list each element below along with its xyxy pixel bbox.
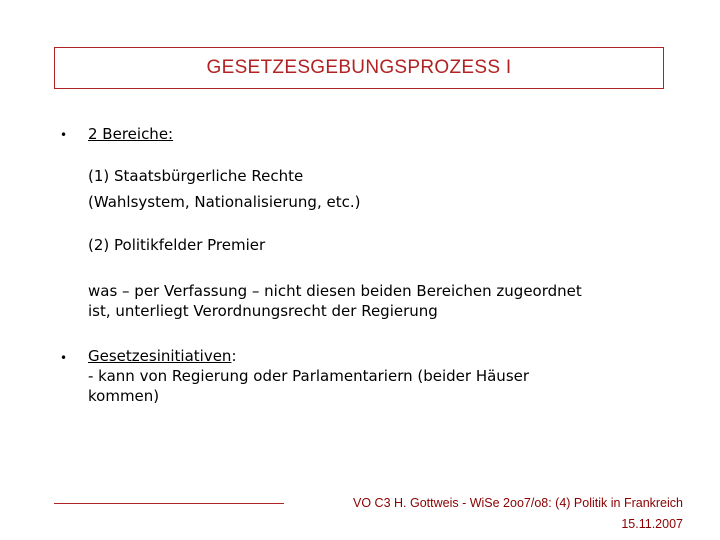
footer-course: VO C3 H. Gottweis - WiSe 2oo7/o8: (4) Politik in Frankreich	[353, 496, 683, 510]
footer-date: 15.11.2007	[621, 517, 683, 531]
item1-line3: (2) Politikfelder Premier	[88, 236, 266, 254]
item2-heading: Gesetzesinitiativen	[88, 347, 232, 365]
item2-colon: :	[231, 347, 237, 365]
footer-divider	[54, 503, 284, 504]
item1-line2: (Wahlsystem, Nationalisierung, etc.)	[88, 193, 361, 211]
item1-heading: 2 Bereiche:	[88, 125, 174, 143]
item2-heading-row	[88, 346, 237, 366]
title-box	[54, 47, 664, 89]
item1-para-line1: was – per Verfassung – nicht diesen beiden Bereichen zugeordnet	[88, 282, 582, 300]
bullet-1: •	[60, 128, 68, 142]
item2-line1: - kann von Regierung oder Parlamentariern (beider Häuser	[88, 367, 530, 385]
item1-line1: (1) Staatsbürgerliche Rechte	[88, 167, 304, 185]
slide-title: GESETZESGEBUNGSPROZESS I	[206, 57, 512, 78]
bullet-2: •	[60, 351, 68, 365]
item2-line2: kommen)	[88, 387, 160, 405]
item1-para-line2: ist, unterliegt Verordnungsrecht der Regierung	[88, 302, 438, 320]
